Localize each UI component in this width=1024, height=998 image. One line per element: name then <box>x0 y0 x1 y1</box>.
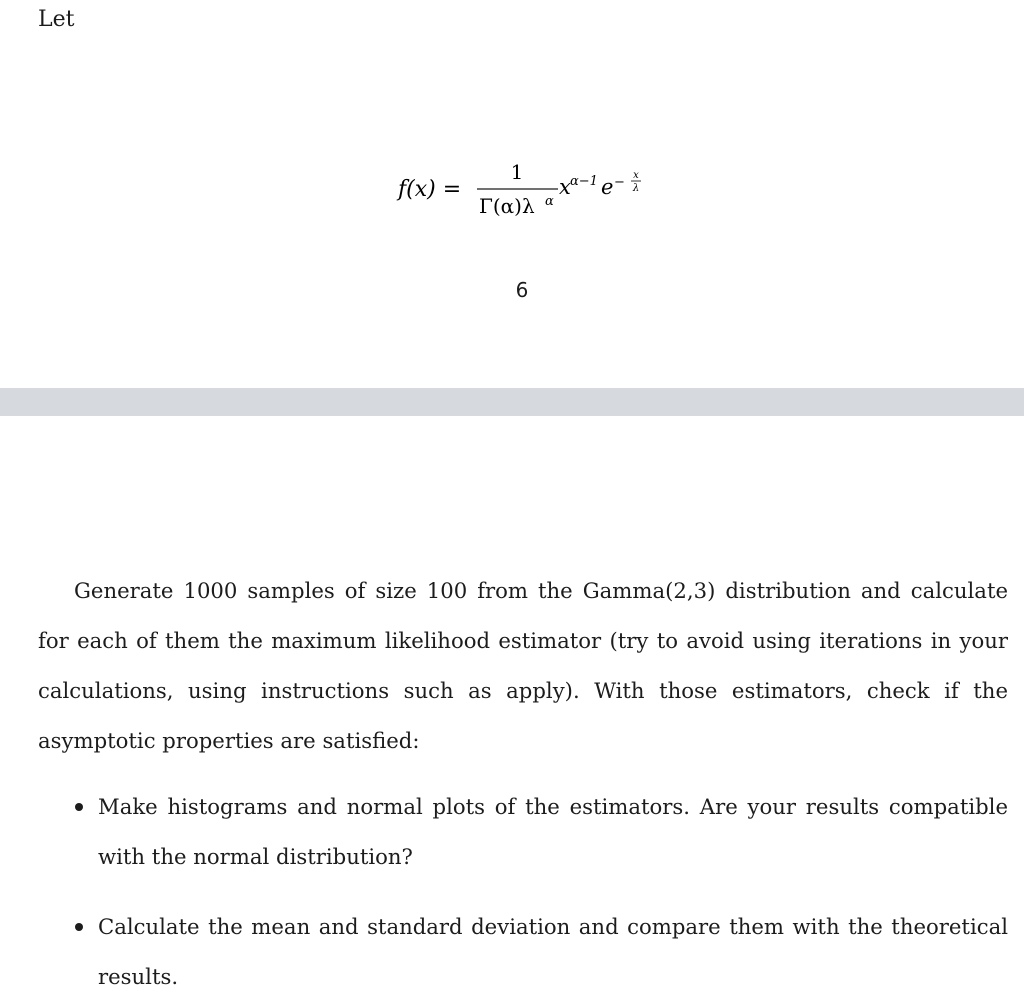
page-number: 6 <box>515 278 529 302</box>
list-item <box>0 782 1008 882</box>
equation-e-exponent-numerator: x <box>633 170 639 181</box>
page-separator <box>0 388 1024 416</box>
equation-svg <box>396 150 656 230</box>
bullet-text: Calculate the mean and standard deviation and compare them with the theoretical results. <box>98 914 1008 989</box>
list-item <box>0 902 1008 998</box>
equation-denominator: Γ(α)λ <box>479 194 535 218</box>
task-paragraph: Generate 1000 samples of size 100 from the Gamma(2,3) distribution and calculate for each of them the maximum likelihood estimator (try to avoid using iterations in your calculations, using instructions such as apply). With those estimators, check if the asymptotic properties are satisfied: <box>38 578 1008 753</box>
pdf-page-upper <box>0 0 1024 388</box>
equation-e-base: e <box>601 175 614 199</box>
equation-lhs: f(x) = <box>398 177 462 202</box>
equation-x-exponent: α−1 <box>570 174 598 189</box>
bullet-list <box>0 782 1024 998</box>
intro-text: Let <box>38 7 75 32</box>
equation-numerator: 1 <box>510 160 524 184</box>
equation-x-base: x <box>559 175 571 199</box>
gamma-density-equation <box>396 150 656 230</box>
equation-e-exponent-denominator: λ <box>632 183 640 194</box>
bullet-dot-icon <box>75 923 83 931</box>
equation-denominator-exponent: α <box>545 194 554 209</box>
bullet-dot-icon <box>75 803 83 811</box>
equation-e-exponent-sign: − <box>614 175 625 190</box>
pdf-page-lower <box>0 416 1024 998</box>
bullet-text: Make histograms and normal plots of the estimators. Are your results compatible with the normal distribution? <box>98 794 1008 869</box>
